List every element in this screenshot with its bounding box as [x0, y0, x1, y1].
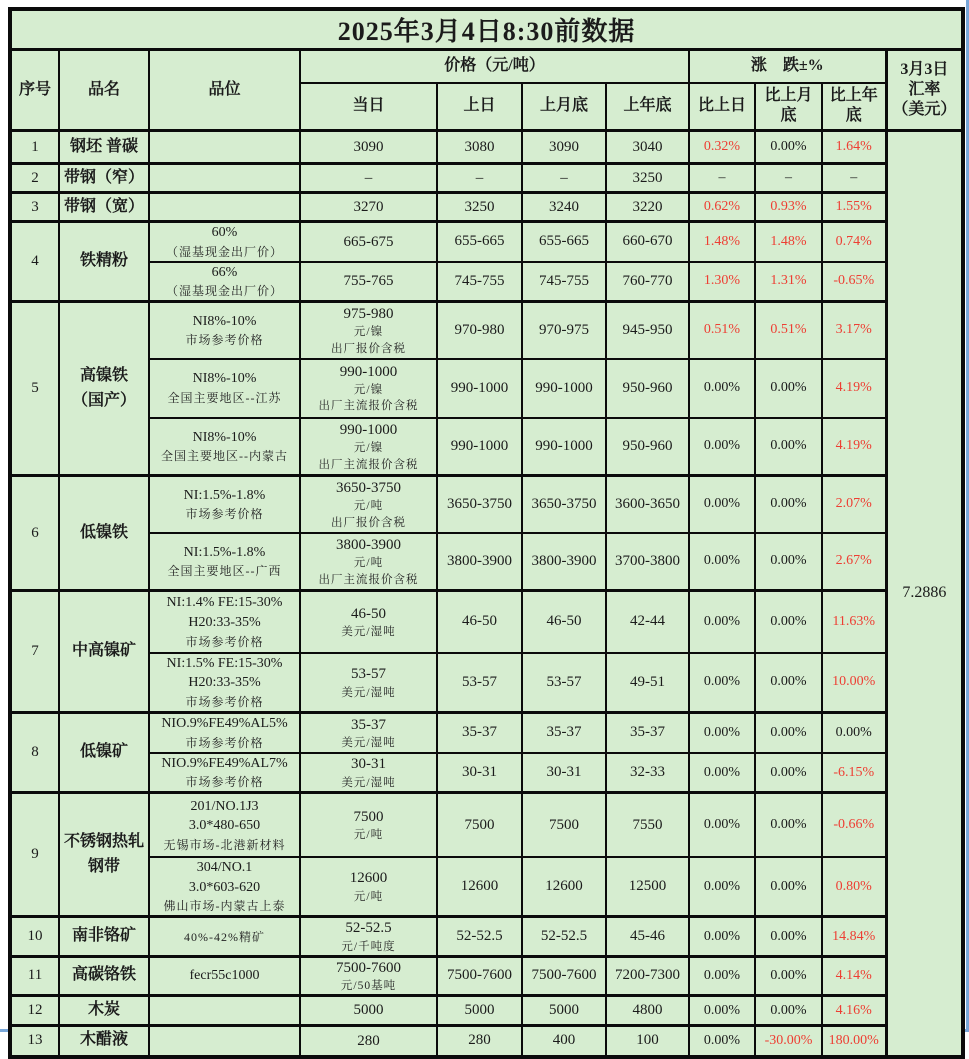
price-prev-day-cell: 3650-3750	[437, 476, 522, 533]
table-row	[10, 359, 963, 418]
table-row	[10, 476, 963, 533]
product-name-cell: 木炭	[59, 996, 149, 1026]
table-row	[10, 1026, 963, 1057]
price-today-cell: 7500 元/吨	[300, 793, 437, 857]
price-prev-day-cell: –	[437, 164, 522, 193]
price-prev-month-cell: 7500	[522, 793, 606, 857]
pct-vs-year-cell: -6.15%	[822, 753, 886, 793]
price-prev-day-cell: 7500	[437, 793, 522, 857]
col-header-today: 当日	[300, 83, 437, 131]
grade-cell: NI8%-10% 市场参考价格	[149, 302, 300, 359]
pct-vs-year-cell: 0.74%	[822, 222, 886, 262]
pct-vs-month-cell: 0.00%	[755, 476, 822, 533]
price-prev-day-cell: 35-37	[437, 713, 522, 753]
price-prev-month-cell: 990-1000	[522, 359, 606, 418]
col-header-vs-day: 比上日	[689, 83, 755, 131]
grade-cell: NI:1.5%-1.8% 全国主要地区--广西	[149, 533, 300, 591]
table-row	[10, 713, 963, 753]
price-prev-year-cell: 945-950	[606, 302, 689, 359]
serial-cell: 9	[10, 793, 59, 917]
price-prev-month-cell: 7500-7600	[522, 956, 606, 995]
table-row	[10, 262, 963, 302]
price-prev-day-cell: 7500-7600	[437, 956, 522, 995]
table-row	[10, 857, 963, 917]
price-prev-year-cell: 3700-3800	[606, 533, 689, 591]
pct-vs-day-cell: 0.51%	[689, 302, 755, 359]
serial-cell: 1	[10, 131, 59, 164]
grade-cell: NIO.9%FE49%AL5% 市场参考价格	[149, 713, 300, 753]
price-prev-year-cell: 42-44	[606, 591, 689, 653]
pct-vs-day-cell: 0.00%	[689, 917, 755, 956]
pct-vs-month-cell: 0.00%	[755, 917, 822, 956]
col-header-serial: 序号	[10, 50, 59, 131]
price-table	[8, 7, 965, 1059]
pct-vs-day-cell: 0.00%	[689, 857, 755, 917]
price-prev-year-cell: 3220	[606, 193, 689, 222]
rate-header-line: （美元）	[892, 101, 957, 118]
product-name-cell: 低镍矿	[59, 713, 149, 793]
pct-vs-day-cell: 1.48%	[689, 222, 755, 262]
price-prev-year-cell: 3600-3650	[606, 476, 689, 533]
pct-vs-month-cell: 0.00%	[755, 793, 822, 857]
price-today-cell: 755-765	[300, 262, 437, 302]
pct-vs-year-cell: -0.65%	[822, 262, 886, 302]
grade-cell: NIO.9%FE49%AL7% 市场参考价格	[149, 753, 300, 793]
price-today-cell: 3800-3900 元/吨 出厂主流报价含税	[300, 533, 437, 591]
product-name-cell: 高碳铬铁	[59, 956, 149, 995]
pct-vs-day-cell: 0.00%	[689, 956, 755, 995]
price-prev-month-cell: 46-50	[522, 591, 606, 653]
pct-vs-year-cell: 4.14%	[822, 956, 886, 995]
price-prev-day-cell: 745-755	[437, 262, 522, 302]
serial-cell: 5	[10, 302, 59, 476]
price-prev-day-cell: 30-31	[437, 753, 522, 793]
price-prev-year-cell: 760-770	[606, 262, 689, 302]
col-header-exchange-rate	[886, 50, 963, 131]
grade-cell: 304/NO.1 3.0*603-620 佛山市场-内蒙古上泰	[149, 857, 300, 917]
col-header-change-group: 涨 跌±%	[689, 50, 886, 83]
pct-vs-month-cell: 0.00%	[755, 591, 822, 653]
price-today-cell: 5000	[300, 996, 437, 1026]
grade-cell: NI8%-10% 全国主要地区--内蒙古	[149, 418, 300, 476]
price-prev-month-cell: 5000	[522, 996, 606, 1026]
table-row	[10, 996, 963, 1026]
price-prev-month-cell: 970-975	[522, 302, 606, 359]
price-prev-day-cell: 3250	[437, 193, 522, 222]
pct-vs-year-cell: 14.84%	[822, 917, 886, 956]
pct-vs-year-cell: 2.67%	[822, 533, 886, 591]
price-prev-year-cell: 7550	[606, 793, 689, 857]
pct-vs-year-cell: 1.55%	[822, 193, 886, 222]
price-today-cell: 12600 元/吨	[300, 857, 437, 917]
grade-cell	[149, 1026, 300, 1057]
price-today-cell: 30-31 美元/湿吨	[300, 753, 437, 793]
product-name-cell: 带钢（宽）	[59, 193, 149, 222]
pct-vs-year-cell: 0.80%	[822, 857, 886, 917]
pct-vs-year-cell: 4.19%	[822, 359, 886, 418]
pct-vs-year-cell: 4.19%	[822, 418, 886, 476]
pct-vs-month-cell: 1.31%	[755, 262, 822, 302]
table-row	[10, 193, 963, 222]
pct-vs-day-cell: 0.00%	[689, 1026, 755, 1057]
pct-vs-year-cell: 10.00%	[822, 653, 886, 713]
table-row	[10, 164, 963, 193]
grade-cell: 60% （湿基现金出厂价）	[149, 222, 300, 262]
pct-vs-year-cell: –	[822, 164, 886, 193]
grade-cell: NI:1.4% FE:15-30% H20:33-35% 市场参考价格	[149, 591, 300, 653]
table-row	[10, 653, 963, 713]
price-prev-year-cell: 12500	[606, 857, 689, 917]
serial-cell: 12	[10, 996, 59, 1026]
price-prev-year-cell: 950-960	[606, 418, 689, 476]
product-name-cell: 钢坯 普碳	[59, 131, 149, 164]
price-today-cell: 35-37 美元/湿吨	[300, 713, 437, 753]
pct-vs-month-cell: 0.00%	[755, 713, 822, 753]
grade-cell	[149, 193, 300, 222]
pct-vs-day-cell: 0.00%	[689, 533, 755, 591]
price-prev-year-cell: 950-960	[606, 359, 689, 418]
pct-vs-month-cell: -30.00%	[755, 1026, 822, 1057]
pct-vs-day-cell: 0.00%	[689, 476, 755, 533]
pct-vs-year-cell: 11.63%	[822, 591, 886, 653]
price-today-cell: 52-52.5 元/千吨度	[300, 917, 437, 956]
pct-vs-month-cell: 0.00%	[755, 418, 822, 476]
pct-vs-day-cell: 0.32%	[689, 131, 755, 164]
col-header-vs-month: 比上月 底	[755, 83, 822, 131]
price-prev-day-cell: 53-57	[437, 653, 522, 713]
pct-vs-year-cell: -0.66%	[822, 793, 886, 857]
price-prev-month-cell: 3650-3750	[522, 476, 606, 533]
price-prev-year-cell: 35-37	[606, 713, 689, 753]
price-prev-year-cell: 100	[606, 1026, 689, 1057]
pct-vs-month-cell: 0.00%	[755, 753, 822, 793]
grade-cell: NI:1.5%-1.8% 市场参考价格	[149, 476, 300, 533]
price-prev-month-cell: 400	[522, 1026, 606, 1057]
serial-cell: 2	[10, 164, 59, 193]
grade-cell: 40%-42%精矿	[149, 917, 300, 956]
price-prev-year-cell: 3040	[606, 131, 689, 164]
price-prev-year-cell: 4800	[606, 996, 689, 1026]
table-row	[10, 131, 963, 164]
price-prev-day-cell: 12600	[437, 857, 522, 917]
grade-cell: NI:1.5% FE:15-30% H20:33-35% 市场参考价格	[149, 653, 300, 713]
col-header-grade: 品位	[149, 50, 300, 131]
grade-cell	[149, 164, 300, 193]
price-today-cell: 990-1000 元/镍 出厂主流报价含税	[300, 418, 437, 476]
price-prev-year-cell: 45-46	[606, 917, 689, 956]
title-row	[10, 9, 963, 50]
pct-vs-day-cell: 0.62%	[689, 193, 755, 222]
price-prev-day-cell: 280	[437, 1026, 522, 1057]
pct-vs-day-cell: –	[689, 164, 755, 193]
price-prev-month-cell: 3090	[522, 131, 606, 164]
product-name-cell: 中高镍矿	[59, 591, 149, 713]
grade-cell: NI8%-10% 全国主要地区--江苏	[149, 359, 300, 418]
table-row	[10, 302, 963, 359]
price-prev-month-cell: 52-52.5	[522, 917, 606, 956]
price-prev-month-cell: 30-31	[522, 753, 606, 793]
table-row	[10, 917, 963, 956]
pct-vs-month-cell: –	[755, 164, 822, 193]
product-name-cell: 不锈钢热轧 钢带	[59, 793, 149, 917]
pct-vs-month-cell: 0.00%	[755, 533, 822, 591]
price-today-cell: 3090	[300, 131, 437, 164]
serial-cell: 3	[10, 193, 59, 222]
table-row	[10, 793, 963, 857]
product-name-cell: 低镍铁	[59, 476, 149, 591]
col-header-prev-day: 上日	[437, 83, 522, 131]
price-prev-month-cell: 53-57	[522, 653, 606, 713]
pct-vs-day-cell: 0.00%	[689, 418, 755, 476]
serial-cell: 10	[10, 917, 59, 956]
grade-cell: fecr55c1000	[149, 956, 300, 995]
pct-vs-month-cell: 0.00%	[755, 359, 822, 418]
price-prev-day-cell: 5000	[437, 996, 522, 1026]
pct-vs-day-cell: 0.00%	[689, 653, 755, 713]
pct-vs-year-cell: 2.07%	[822, 476, 886, 533]
price-prev-day-cell: 46-50	[437, 591, 522, 653]
serial-cell: 4	[10, 222, 59, 302]
pct-vs-month-cell: 1.48%	[755, 222, 822, 262]
table-row	[10, 956, 963, 995]
pct-vs-day-cell: 0.00%	[689, 996, 755, 1026]
serial-cell: 6	[10, 476, 59, 591]
serial-cell: 8	[10, 713, 59, 793]
price-prev-day-cell: 3080	[437, 131, 522, 164]
pct-vs-year-cell: 4.16%	[822, 996, 886, 1026]
table-row	[10, 418, 963, 476]
pct-vs-month-cell: 0.51%	[755, 302, 822, 359]
price-prev-day-cell: 52-52.5	[437, 917, 522, 956]
price-today-cell: 975-980 元/镍 出厂报价含税	[300, 302, 437, 359]
table-row	[10, 222, 963, 262]
price-prev-year-cell: 3250	[606, 164, 689, 193]
price-today-cell: 3270	[300, 193, 437, 222]
pct-vs-year-cell: 0.00%	[822, 713, 886, 753]
page-title: 2025年3月4日8:30前数据	[10, 9, 963, 50]
product-name-cell: 带钢（窄）	[59, 164, 149, 193]
product-name-cell: 南非铬矿	[59, 917, 149, 956]
exchange-rate-cell: 7.2886	[886, 131, 963, 1057]
price-prev-day-cell: 990-1000	[437, 418, 522, 476]
rate-header-line: 3月3日	[900, 61, 949, 78]
pct-vs-month-cell: 0.00%	[755, 956, 822, 995]
col-header-vs-year: 比上年 底	[822, 83, 886, 131]
pct-vs-month-cell: 0.00%	[755, 131, 822, 164]
price-prev-month-cell: 990-1000	[522, 418, 606, 476]
table-row	[10, 753, 963, 793]
pct-vs-year-cell: 180.00%	[822, 1026, 886, 1057]
table-row	[10, 591, 963, 653]
col-header-prev-month: 上月底	[522, 83, 606, 131]
pct-vs-day-cell: 0.00%	[689, 359, 755, 418]
price-prev-day-cell: 970-980	[437, 302, 522, 359]
price-prev-day-cell: 3800-3900	[437, 533, 522, 591]
price-today-cell: 3650-3750 元/吨 出厂报价含税	[300, 476, 437, 533]
pct-vs-month-cell: 0.00%	[755, 996, 822, 1026]
pct-vs-month-cell: 0.00%	[755, 653, 822, 713]
serial-cell: 11	[10, 956, 59, 995]
price-today-cell: 280	[300, 1026, 437, 1057]
price-prev-year-cell: 660-670	[606, 222, 689, 262]
col-header-price-group: 价格（元/吨）	[300, 50, 689, 83]
price-prev-day-cell: 655-665	[437, 222, 522, 262]
price-prev-year-cell: 32-33	[606, 753, 689, 793]
pct-vs-month-cell: 0.00%	[755, 857, 822, 917]
pct-vs-day-cell: 0.00%	[689, 713, 755, 753]
serial-cell: 13	[10, 1026, 59, 1057]
product-name-cell: 铁精粉	[59, 222, 149, 302]
grade-cell: 201/NO.1J3 3.0*480-650 无锡市场-北港新材料	[149, 793, 300, 857]
header-row-groups	[10, 50, 963, 83]
price-today-cell: –	[300, 164, 437, 193]
price-prev-month-cell: 3240	[522, 193, 606, 222]
price-prev-month-cell: 655-665	[522, 222, 606, 262]
col-header-prev-year: 上年底	[606, 83, 689, 131]
price-prev-day-cell: 990-1000	[437, 359, 522, 418]
pct-vs-day-cell: 0.00%	[689, 753, 755, 793]
price-today-cell: 665-675	[300, 222, 437, 262]
rate-header-line: 汇率	[908, 81, 941, 98]
price-prev-month-cell: 35-37	[522, 713, 606, 753]
pct-vs-day-cell: 0.00%	[689, 591, 755, 653]
grade-cell	[149, 131, 300, 164]
pct-vs-day-cell: 1.30%	[689, 262, 755, 302]
pct-vs-day-cell: 0.00%	[689, 793, 755, 857]
pct-vs-month-cell: 0.93%	[755, 193, 822, 222]
price-prev-month-cell: –	[522, 164, 606, 193]
price-today-cell: 46-50 美元/湿吨	[300, 591, 437, 653]
serial-cell: 7	[10, 591, 59, 713]
price-prev-month-cell: 12600	[522, 857, 606, 917]
grade-cell: 66% （湿基现金出厂价）	[149, 262, 300, 302]
grade-cell	[149, 996, 300, 1026]
product-name-cell: 高镍铁 （国产）	[59, 302, 149, 476]
price-today-cell: 53-57 美元/湿吨	[300, 653, 437, 713]
price-prev-month-cell: 745-755	[522, 262, 606, 302]
table-row	[10, 533, 963, 591]
product-name-cell: 木醋液	[59, 1026, 149, 1057]
price-prev-year-cell: 49-51	[606, 653, 689, 713]
pct-vs-year-cell: 3.17%	[822, 302, 886, 359]
price-today-cell: 7500-7600 元/50基吨	[300, 956, 437, 995]
price-today-cell: 990-1000 元/镍 出厂主流报价含税	[300, 359, 437, 418]
col-header-product: 品名	[59, 50, 149, 131]
price-prev-month-cell: 3800-3900	[522, 533, 606, 591]
price-prev-year-cell: 7200-7300	[606, 956, 689, 995]
pct-vs-year-cell: 1.64%	[822, 131, 886, 164]
